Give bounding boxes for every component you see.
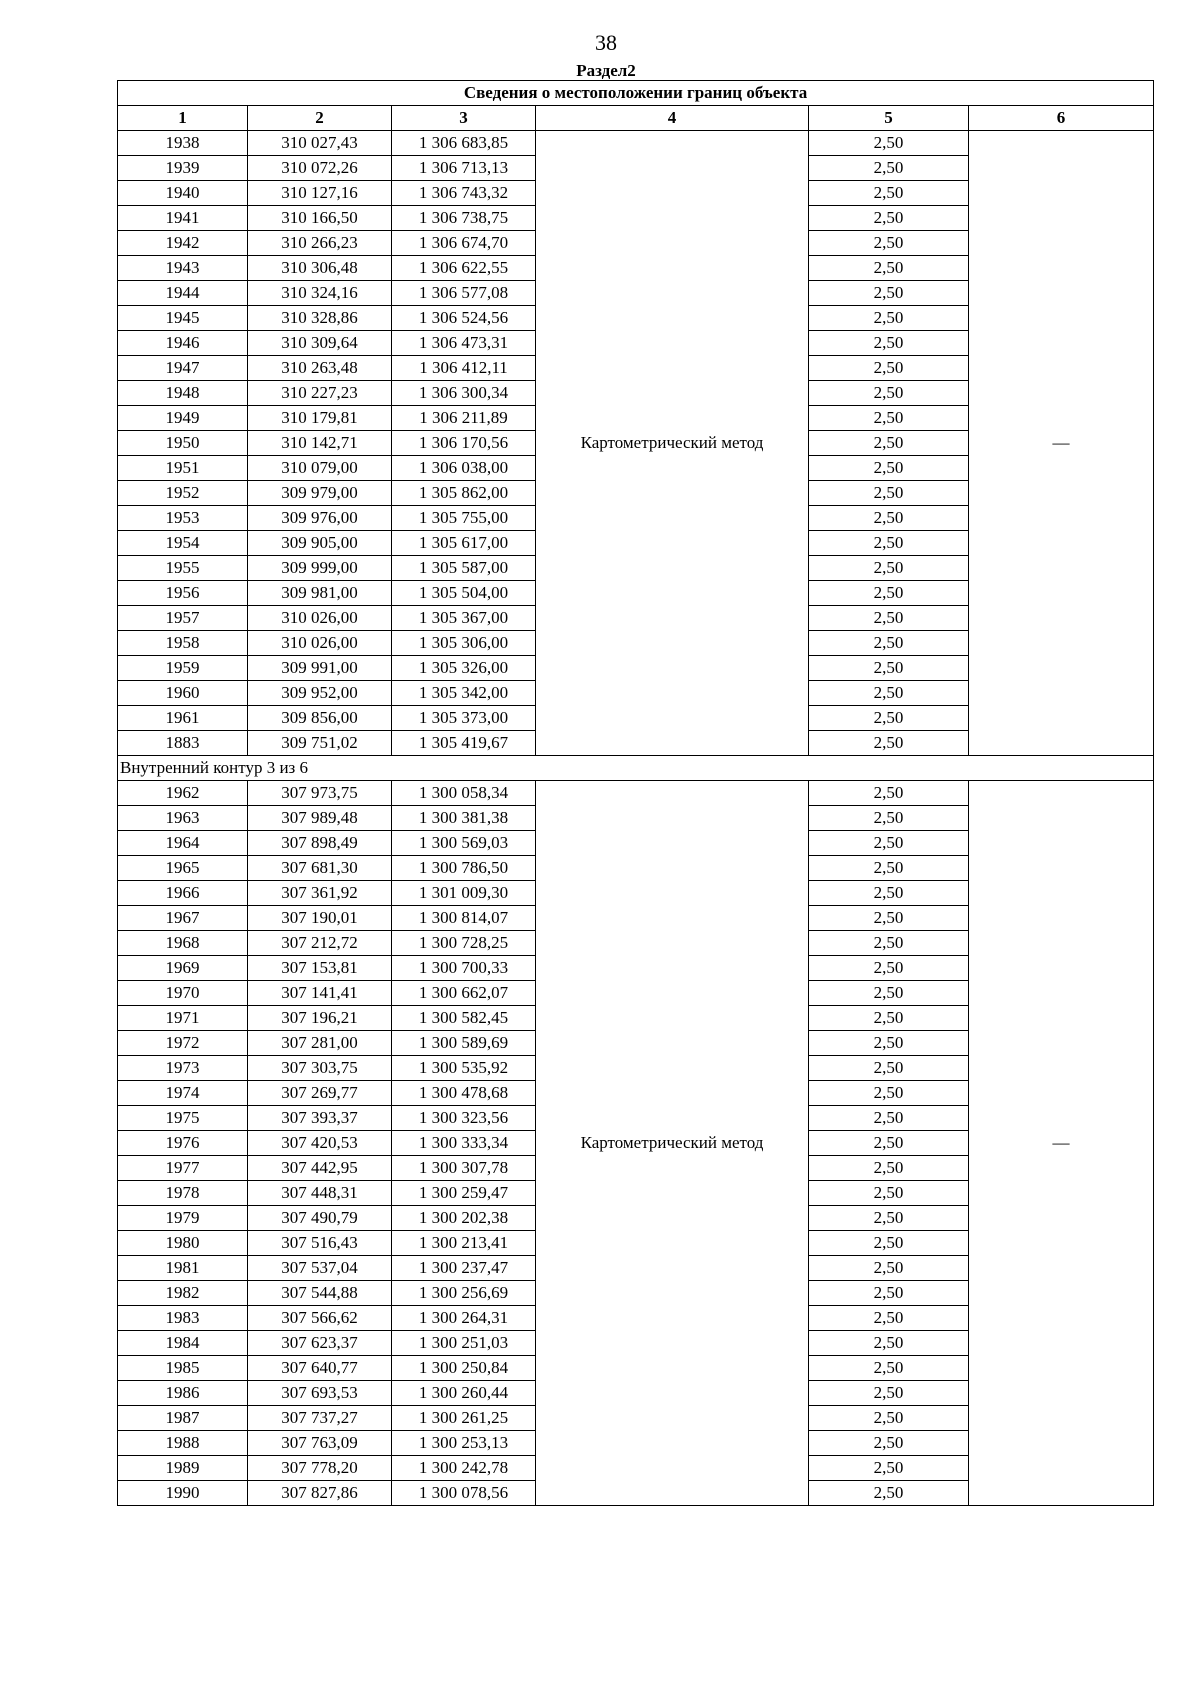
coord-x: 307 566,62 [248,1306,392,1331]
coord-y: 1 306 622,55 [392,256,536,281]
coord-y: 1 300 814,07 [392,906,536,931]
coord-x: 307 516,43 [248,1231,392,1256]
coord-x: 307 490,79 [248,1206,392,1231]
point-number: 1977 [118,1156,248,1181]
coord-y: 1 306 473,31 [392,331,536,356]
coord-x: 310 026,00 [248,631,392,656]
point-number: 1973 [118,1056,248,1081]
coord-y: 1 300 478,68 [392,1081,536,1106]
coord-x: 310 026,00 [248,606,392,631]
coord-x: 309 979,00 [248,481,392,506]
point-number: 1952 [118,481,248,506]
accuracy: 2,50 [809,131,969,156]
table-row [118,781,1154,806]
accuracy: 2,50 [809,681,969,706]
point-number: 1975 [118,1106,248,1131]
boundary-table [117,80,1154,1506]
accuracy: 2,50 [809,206,969,231]
method-cell: Картометрический метод [536,131,809,756]
point-number: 1960 [118,681,248,706]
coord-y: 1 300 323,56 [392,1106,536,1131]
coord-x: 307 737,27 [248,1406,392,1431]
point-number: 1956 [118,581,248,606]
coord-x: 309 999,00 [248,556,392,581]
point-number: 1943 [118,256,248,281]
point-number: 1962 [118,781,248,806]
coord-x: 307 393,37 [248,1106,392,1131]
accuracy: 2,50 [809,881,969,906]
coord-y: 1 300 259,47 [392,1181,536,1206]
point-number: 1941 [118,206,248,231]
coord-x: 307 973,75 [248,781,392,806]
coord-y: 1 305 342,00 [392,681,536,706]
point-number: 1967 [118,906,248,931]
accuracy: 2,50 [809,1181,969,1206]
coord-x: 307 640,77 [248,1356,392,1381]
point-number: 1983 [118,1306,248,1331]
accuracy: 2,50 [809,781,969,806]
coord-y: 1 300 256,69 [392,1281,536,1306]
coord-x: 307 827,86 [248,1481,392,1506]
point-number: 1957 [118,606,248,631]
point-number: 1955 [118,556,248,581]
point-number: 1971 [118,1006,248,1031]
accuracy: 2,50 [809,706,969,731]
accuracy: 2,50 [809,731,969,756]
coord-x: 307 544,88 [248,1281,392,1306]
point-number: 1946 [118,331,248,356]
accuracy: 2,50 [809,381,969,406]
coord-y: 1 300 569,03 [392,831,536,856]
point-number: 1965 [118,856,248,881]
accuracy: 2,50 [809,556,969,581]
coord-y: 1 300 058,34 [392,781,536,806]
coord-x: 310 179,81 [248,406,392,431]
accuracy: 2,50 [809,356,969,381]
point-number: 1958 [118,631,248,656]
point-number: 1949 [118,406,248,431]
coord-x: 310 227,23 [248,381,392,406]
point-number: 1961 [118,706,248,731]
point-number: 1985 [118,1356,248,1381]
accuracy: 2,50 [809,1106,969,1131]
coord-y: 1 300 242,78 [392,1456,536,1481]
accuracy: 2,50 [809,181,969,206]
point-number: 1966 [118,881,248,906]
coord-x: 307 778,20 [248,1456,392,1481]
section-label: Раздел2 [576,61,636,80]
column-header: 4 [536,106,809,131]
accuracy: 2,50 [809,1456,969,1481]
point-number: 1950 [118,431,248,456]
coord-y: 1 306 038,00 [392,456,536,481]
coord-x: 310 072,26 [248,156,392,181]
coord-x: 310 142,71 [248,431,392,456]
coord-y: 1 300 202,38 [392,1206,536,1231]
point-number: 1970 [118,981,248,1006]
point-number: 1987 [118,1406,248,1431]
coord-x: 307 442,95 [248,1156,392,1181]
coord-x: 307 989,48 [248,806,392,831]
accuracy: 2,50 [809,1356,969,1381]
accuracy: 2,50 [809,331,969,356]
accuracy: 2,50 [809,831,969,856]
accuracy: 2,50 [809,606,969,631]
point-number: 1959 [118,656,248,681]
coord-y: 1 306 170,56 [392,431,536,456]
table-body [118,131,1154,1506]
point-number: 1938 [118,131,248,156]
accuracy: 2,50 [809,406,969,431]
accuracy: 2,50 [809,1381,969,1406]
coord-x: 307 141,41 [248,981,392,1006]
point-number: 1945 [118,306,248,331]
coord-x: 307 196,21 [248,1006,392,1031]
coord-x: 307 303,75 [248,1056,392,1081]
point-number: 1974 [118,1081,248,1106]
note-cell: — [969,131,1154,756]
coord-y: 1 306 713,13 [392,156,536,181]
coord-y: 1 300 264,31 [392,1306,536,1331]
accuracy: 2,50 [809,256,969,281]
coord-x: 309 751,02 [248,731,392,756]
coord-y: 1 305 504,00 [392,581,536,606]
coord-x: 310 127,16 [248,181,392,206]
coord-x: 309 952,00 [248,681,392,706]
coord-x: 307 281,00 [248,1031,392,1056]
accuracy: 2,50 [809,281,969,306]
point-number: 1979 [118,1206,248,1231]
accuracy: 2,50 [809,906,969,931]
coord-x: 310 324,16 [248,281,392,306]
coord-x: 309 905,00 [248,531,392,556]
accuracy: 2,50 [809,1131,969,1156]
coord-x: 310 263,48 [248,356,392,381]
point-number: 1969 [118,956,248,981]
coord-y: 1 305 755,00 [392,506,536,531]
coord-y: 1 300 261,25 [392,1406,536,1431]
method-cell: Картометрический метод [536,781,809,1506]
accuracy: 2,50 [809,581,969,606]
coord-y: 1 305 367,00 [392,606,536,631]
coord-x: 307 448,31 [248,1181,392,1206]
point-number: 1953 [118,506,248,531]
coord-x: 310 166,50 [248,206,392,231]
coord-y: 1 305 587,00 [392,556,536,581]
coord-y: 1 300 250,84 [392,1356,536,1381]
accuracy: 2,50 [809,1231,969,1256]
point-number: 1964 [118,831,248,856]
column-header: 3 [392,106,536,131]
coord-y: 1 300 662,07 [392,981,536,1006]
coord-y: 1 305 617,00 [392,531,536,556]
coord-x: 310 266,23 [248,231,392,256]
accuracy: 2,50 [809,1431,969,1456]
coord-y: 1 300 213,41 [392,1231,536,1256]
accuracy: 2,50 [809,1256,969,1281]
coord-x: 307 623,37 [248,1331,392,1356]
note-cell: — [969,781,1154,1506]
column-header: 5 [809,106,969,131]
coord-x: 309 856,00 [248,706,392,731]
accuracy: 2,50 [809,1306,969,1331]
accuracy: 2,50 [809,981,969,1006]
accuracy: 2,50 [809,506,969,531]
coord-y: 1 300 260,44 [392,1381,536,1406]
coord-y: 1 301 009,30 [392,881,536,906]
coord-y: 1 305 326,00 [392,656,536,681]
accuracy: 2,50 [809,1031,969,1056]
accuracy: 2,50 [809,531,969,556]
contour-label-row [118,756,1154,781]
point-number: 1988 [118,1431,248,1456]
coord-x: 307 537,04 [248,1256,392,1281]
coord-y: 1 306 300,34 [392,381,536,406]
point-number: 1954 [118,531,248,556]
point-number: 1942 [118,231,248,256]
coord-y: 1 306 738,75 [392,206,536,231]
coord-y: 1 300 786,50 [392,856,536,881]
point-number: 1968 [118,931,248,956]
accuracy: 2,50 [809,856,969,881]
point-number: 1982 [118,1281,248,1306]
coord-x: 310 027,43 [248,131,392,156]
coord-y: 1 300 253,13 [392,1431,536,1456]
accuracy: 2,50 [809,1156,969,1181]
accuracy: 2,50 [809,306,969,331]
coord-y: 1 305 419,67 [392,731,536,756]
coord-x: 307 269,77 [248,1081,392,1106]
accuracy: 2,50 [809,656,969,681]
coord-x: 307 190,01 [248,906,392,931]
coord-x: 307 361,92 [248,881,392,906]
coord-y: 1 300 700,33 [392,956,536,981]
coord-y: 1 305 862,00 [392,481,536,506]
coord-x: 309 981,00 [248,581,392,606]
coord-x: 310 328,86 [248,306,392,331]
point-number: 1989 [118,1456,248,1481]
point-number: 1976 [118,1131,248,1156]
accuracy: 2,50 [809,931,969,956]
accuracy: 2,50 [809,1481,969,1506]
point-number: 1978 [118,1181,248,1206]
table-title-row [118,81,1154,106]
point-number: 1883 [118,731,248,756]
point-number: 1981 [118,1256,248,1281]
contour-label: Внутренний контур 3 из 6 [118,756,1154,781]
accuracy: 2,50 [809,231,969,256]
coord-y: 1 300 728,25 [392,931,536,956]
table-title: Сведения о местоположении границ объекта [118,81,1154,106]
accuracy: 2,50 [809,431,969,456]
point-number: 1951 [118,456,248,481]
coord-y: 1 306 577,08 [392,281,536,306]
coord-y: 1 305 373,00 [392,706,536,731]
coord-x: 307 681,30 [248,856,392,881]
column-header: 2 [248,106,392,131]
coord-x: 307 763,09 [248,1431,392,1456]
point-number: 1984 [118,1331,248,1356]
point-number: 1948 [118,381,248,406]
page-number: 38 [595,30,617,55]
coord-y: 1 306 683,85 [392,131,536,156]
point-number: 1980 [118,1231,248,1256]
point-number: 1986 [118,1381,248,1406]
coord-y: 1 300 307,78 [392,1156,536,1181]
coord-y: 1 306 674,70 [392,231,536,256]
accuracy: 2,50 [809,1281,969,1306]
accuracy: 2,50 [809,156,969,181]
coord-y: 1 300 381,38 [392,806,536,831]
coord-x: 309 976,00 [248,506,392,531]
coord-x: 307 212,72 [248,931,392,956]
point-number: 1963 [118,806,248,831]
accuracy: 2,50 [809,956,969,981]
accuracy: 2,50 [809,1206,969,1231]
accuracy: 2,50 [809,1331,969,1356]
accuracy: 2,50 [809,1406,969,1431]
coord-y: 1 306 524,56 [392,306,536,331]
accuracy: 2,50 [809,1006,969,1031]
accuracy: 2,50 [809,806,969,831]
column-header: 1 [118,106,248,131]
coord-y: 1 300 589,69 [392,1031,536,1056]
accuracy: 2,50 [809,1056,969,1081]
coord-x: 310 306,48 [248,256,392,281]
point-number: 1944 [118,281,248,306]
coord-y: 1 300 333,34 [392,1131,536,1156]
point-number: 1990 [118,1481,248,1506]
coord-y: 1 300 237,47 [392,1256,536,1281]
point-number: 1972 [118,1031,248,1056]
coord-x: 307 693,53 [248,1381,392,1406]
coord-y: 1 300 251,03 [392,1331,536,1356]
column-header-row [118,106,1154,131]
coord-x: 307 420,53 [248,1131,392,1156]
coord-y: 1 305 306,00 [392,631,536,656]
coord-x: 310 079,00 [248,456,392,481]
coord-x: 307 153,81 [248,956,392,981]
accuracy: 2,50 [809,1081,969,1106]
coord-y: 1 306 211,89 [392,406,536,431]
accuracy: 2,50 [809,456,969,481]
table-row [118,131,1154,156]
coord-x: 307 898,49 [248,831,392,856]
point-number: 1947 [118,356,248,381]
coord-y: 1 300 535,92 [392,1056,536,1081]
accuracy: 2,50 [809,631,969,656]
coord-y: 1 300 078,56 [392,1481,536,1506]
coord-y: 1 300 582,45 [392,1006,536,1031]
coord-x: 309 991,00 [248,656,392,681]
point-number: 1939 [118,156,248,181]
accuracy: 2,50 [809,481,969,506]
column-header: 6 [969,106,1154,131]
point-number: 1940 [118,181,248,206]
coord-x: 310 309,64 [248,331,392,356]
coord-y: 1 306 743,32 [392,181,536,206]
coord-y: 1 306 412,11 [392,356,536,381]
